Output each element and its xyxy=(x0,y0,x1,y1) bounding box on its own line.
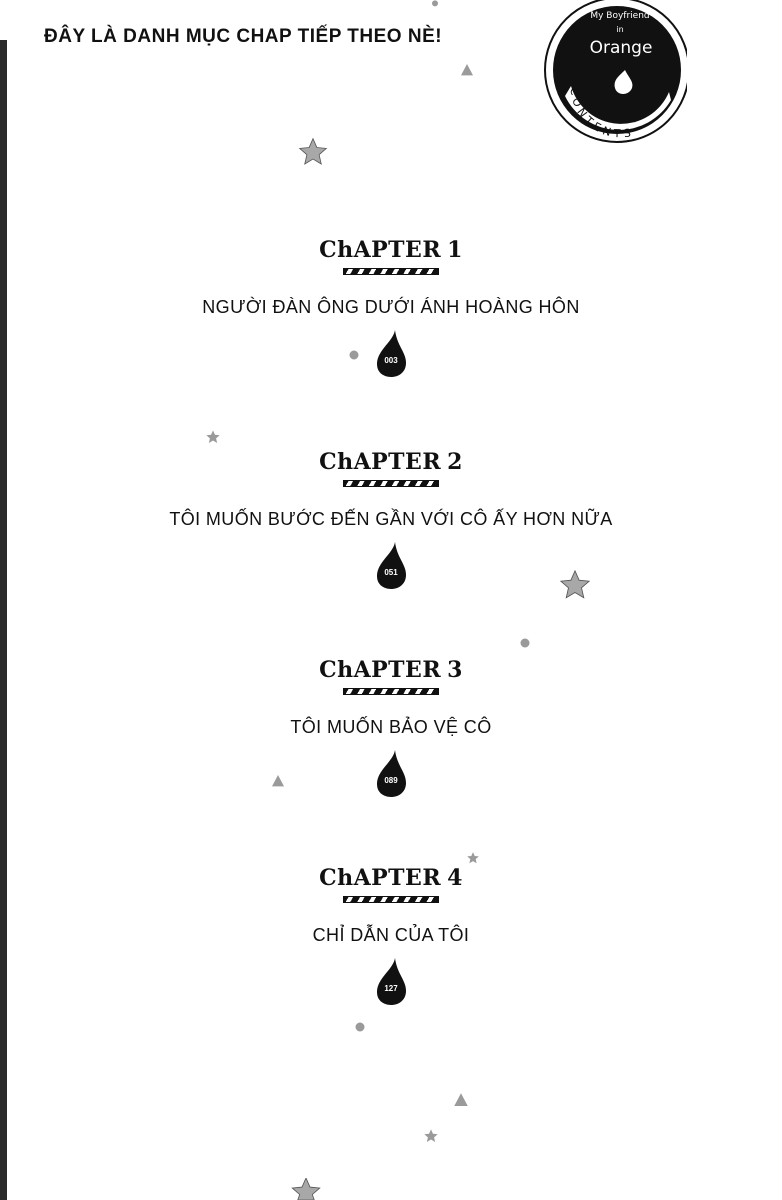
chapter-heading xyxy=(0,238,782,262)
chapter-title: CHỈ DẪN CỦA TÔI xyxy=(312,925,470,945)
chapter-number: 1 xyxy=(447,237,463,263)
badge-title: Orange xyxy=(589,38,653,58)
star-icon xyxy=(354,1021,366,1033)
star-icon xyxy=(270,773,286,789)
chapter-number: 3 xyxy=(447,657,463,683)
chapter-label: ChAPTER xyxy=(319,237,442,263)
chapter-entry-3[interactable] xyxy=(0,658,782,798)
chapter-label: ChAPTER xyxy=(319,449,442,475)
page-number: 089 xyxy=(384,776,398,785)
flame-icon xyxy=(373,328,409,378)
badge-line2: in xyxy=(616,25,624,34)
star-icon xyxy=(466,851,480,865)
contents-badge xyxy=(541,0,687,150)
chapter-heading xyxy=(0,450,782,474)
flame-icon xyxy=(373,956,409,1006)
hazard-stripe xyxy=(343,896,439,903)
page-number: 051 xyxy=(384,568,398,577)
page-number: 003 xyxy=(384,356,398,365)
chapter-title: NGƯỜI ĐÀN ÔNG DƯỚI ÁNH HOÀNG HÔN xyxy=(202,297,580,317)
flame-icon xyxy=(373,540,409,590)
chapter-label: ChAPTER xyxy=(319,657,442,683)
star-icon xyxy=(459,62,475,78)
hazard-stripe xyxy=(343,268,439,275)
chapter-title: TÔI MUỐN BƯỚC ĐẾN GẦN VỚI CÔ ẤY HƠN NỮA xyxy=(169,509,613,529)
star-icon xyxy=(296,136,330,168)
flame-icon xyxy=(373,748,409,798)
hazard-stripe xyxy=(343,688,439,695)
chapter-number: 4 xyxy=(447,865,463,891)
star-icon xyxy=(205,429,221,445)
chapter-heading xyxy=(0,866,782,890)
star-icon xyxy=(423,1128,439,1144)
chapter-entry-1[interactable] xyxy=(0,238,782,378)
star-icon xyxy=(348,349,360,361)
page-edge-bar xyxy=(0,40,7,1200)
chapter-entry-4[interactable] xyxy=(0,866,782,1006)
hazard-stripe xyxy=(343,480,439,487)
chapter-heading xyxy=(0,658,782,682)
chapter-title: TÔI MUỐN BẢO VỆ CÔ xyxy=(290,717,492,737)
badge-contents-text: CONTENTS xyxy=(567,86,636,141)
chapter-number: 2 xyxy=(447,449,463,475)
star-icon xyxy=(558,568,592,602)
top-note: ĐÂY LÀ DANH MỤC CHAP TIẾP THEO NÈ! xyxy=(44,26,443,47)
star-icon xyxy=(519,637,531,649)
chapter-label: ChAPTER xyxy=(319,865,442,891)
chapter-entry-2[interactable] xyxy=(0,450,782,590)
page-number: 127 xyxy=(384,984,398,993)
star-icon xyxy=(452,1091,470,1109)
star-icon xyxy=(430,0,440,8)
star-icon xyxy=(289,1178,323,1200)
badge-line1: My Boyfriend xyxy=(590,11,650,21)
